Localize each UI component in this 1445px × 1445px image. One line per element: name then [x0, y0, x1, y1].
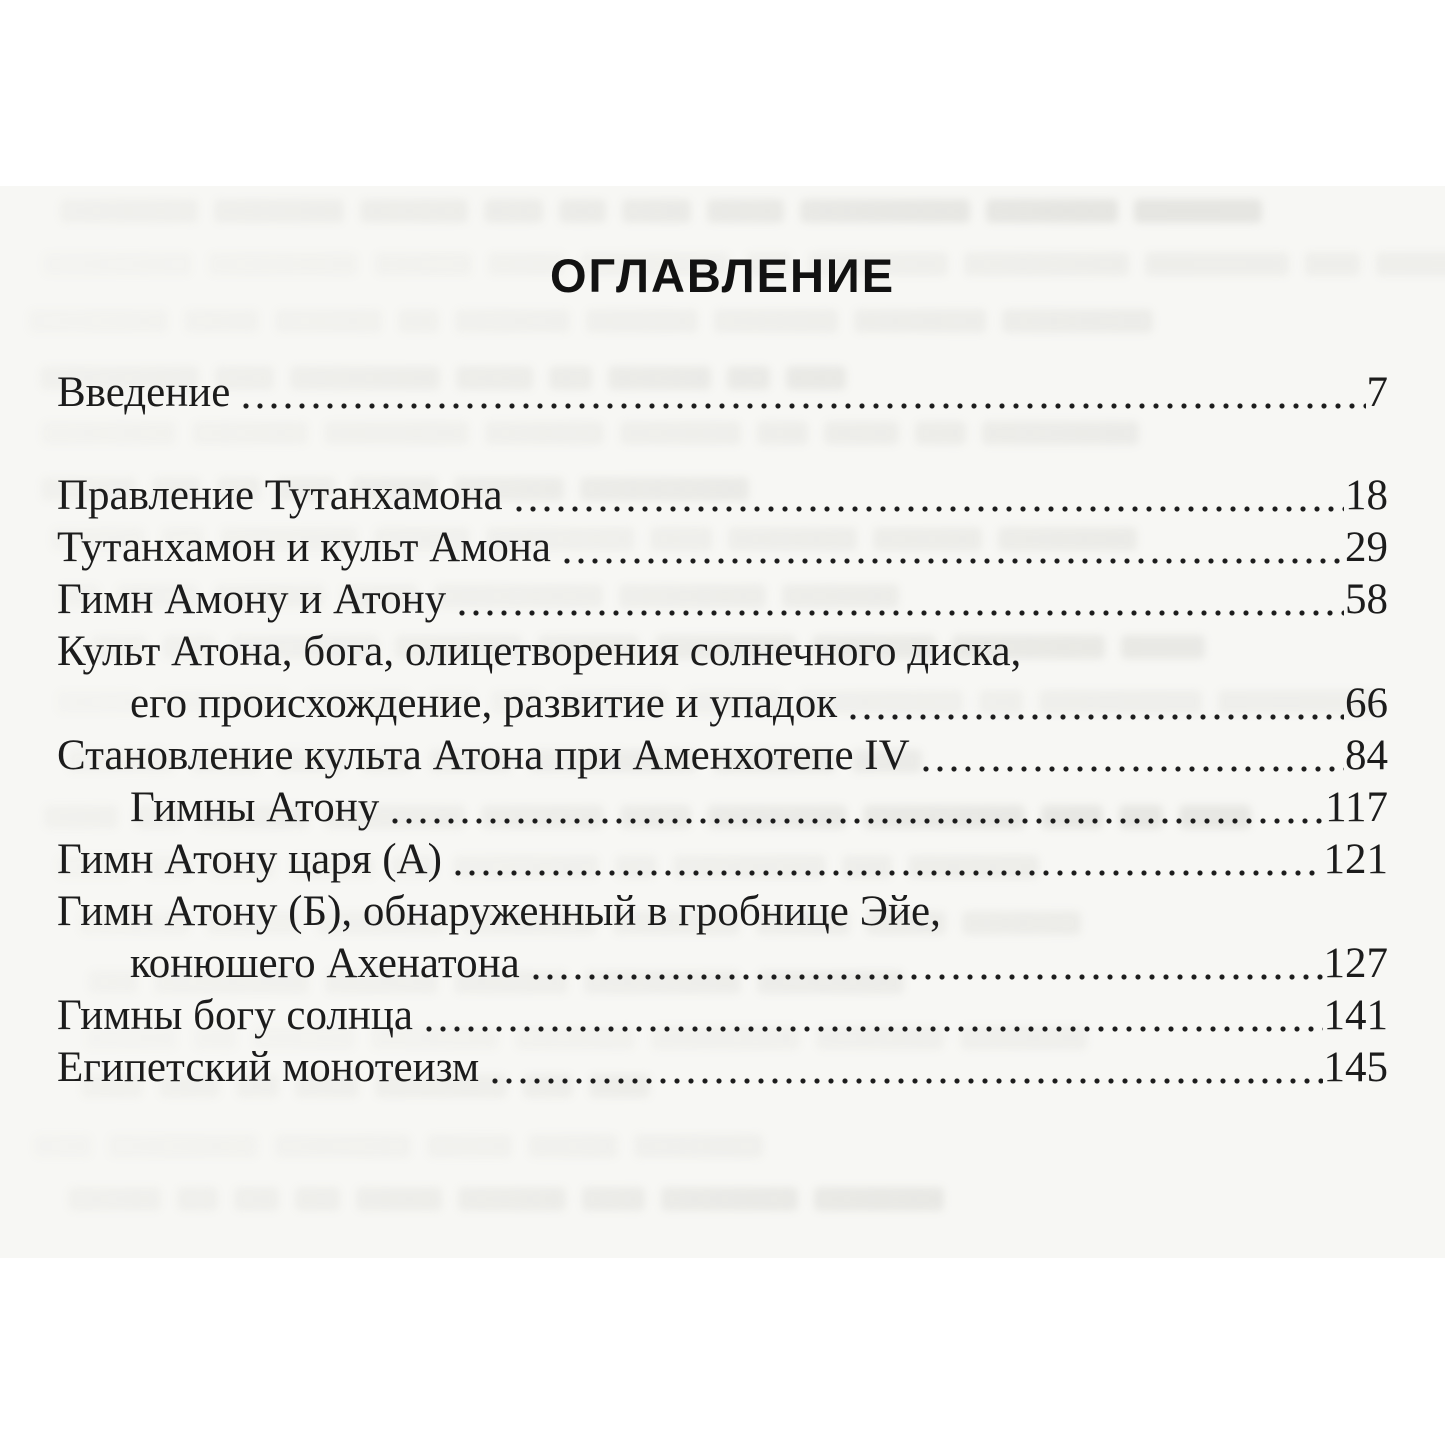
toc-entry-page: 121 [1323, 836, 1388, 883]
dot-leader [919, 734, 1344, 782]
dot-leader [239, 371, 1365, 419]
toc-entry [57, 574, 1388, 626]
toc-entry-title: Становление культа Атона при Аменхотепе IV [57, 732, 910, 779]
toc-entry-page: 58 [1345, 576, 1388, 623]
toc-entry-title: его происхождение, развитие и упадок [130, 680, 838, 727]
toc-entry-title: Гимны богу солнца [57, 992, 413, 1039]
scanned-page [0, 186, 1445, 1258]
toc-entry [57, 678, 1388, 730]
table-of-contents [57, 367, 1388, 1094]
toc-entry-page: 84 [1345, 732, 1388, 779]
toc-entry-page: 127 [1323, 940, 1388, 987]
toc-entry [57, 938, 1388, 990]
toc-entry-title: Гимн Атону (Б), обнаруженный в гробнице Эйе, [57, 888, 941, 935]
dot-leader [422, 994, 1323, 1042]
toc-entry-title: Египетский монотеизм [57, 1044, 480, 1091]
toc-entry [57, 470, 1388, 522]
toc-entry [57, 522, 1388, 574]
toc-entry [57, 990, 1388, 1042]
dot-leader [846, 682, 1344, 730]
dot-leader [388, 786, 1324, 834]
toc-entry [57, 1042, 1388, 1094]
dot-leader [451, 838, 1323, 886]
toc-entry [57, 626, 1388, 678]
dot-leader [529, 942, 1323, 990]
toc-entry-title: Гимн Амону и Атону [57, 576, 447, 623]
page-title: ОГЛАВЛЕНИЕ [549, 249, 896, 302]
dot-leader [455, 578, 1344, 626]
toc-entry-page: 117 [1325, 784, 1388, 831]
dot-leader [488, 1046, 1322, 1094]
toc-entry-page: 141 [1323, 992, 1388, 1039]
toc-entry-page: 29 [1345, 524, 1388, 571]
toc-entry-page: 18 [1345, 472, 1388, 519]
toc-entry-page: 145 [1323, 1044, 1388, 1091]
dot-leader [512, 474, 1344, 522]
toc-entry [57, 730, 1388, 782]
toc-entry-title: Культ Атона, бога, олицетворения солнечного диска, [57, 628, 1022, 675]
toc-entry-title: Тутанхамон и культ Амона [57, 524, 552, 571]
toc-entry-page: 7 [1366, 369, 1388, 416]
toc-entry-page: 66 [1345, 680, 1388, 727]
page-content [0, 186, 1445, 1258]
toc-entry-title: Введение [57, 369, 231, 416]
toc-entry-title: конюшего Ахенатона [130, 940, 520, 987]
toc-entry [57, 782, 1388, 834]
dot-leader [560, 526, 1344, 574]
toc-entry [57, 886, 1388, 938]
toc-entry-title: Правление Тутанхамона [57, 472, 503, 519]
toc-entry [57, 834, 1388, 886]
toc-entry-title: Гимны Атону [130, 784, 380, 831]
toc-entry-title: Гимн Атону царя (А) [57, 836, 442, 883]
toc-entry [57, 367, 1388, 419]
